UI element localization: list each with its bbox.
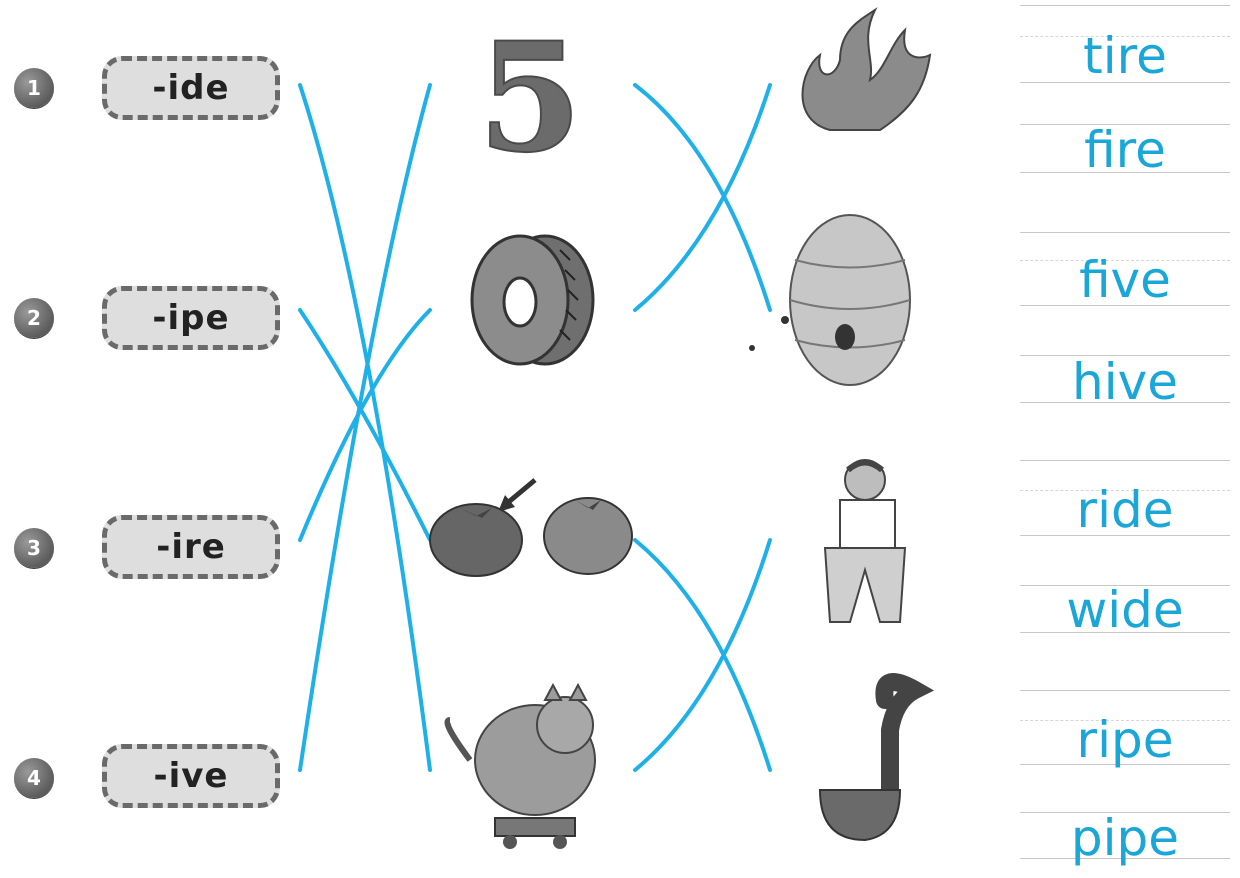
- answer-word-fire: fire: [1084, 121, 1166, 179]
- suffix-label: -ide: [152, 68, 230, 108]
- row-number-3: 3: [14, 528, 54, 568]
- answer-word-hive: hive: [1072, 353, 1178, 411]
- tire-picture: [472, 236, 593, 364]
- tomatoes-picture: [430, 480, 632, 576]
- line-tomato-to-pipe: [635, 540, 770, 770]
- fire-picture: [803, 10, 931, 130]
- line-tire-to-fire: [635, 85, 770, 310]
- line-cat-to-ride: [635, 540, 770, 770]
- line-five-to-hive: [635, 85, 770, 310]
- row-number-2: 2: [14, 298, 54, 338]
- writing-line: [1020, 690, 1230, 691]
- row-number-4: 4: [14, 758, 54, 798]
- answer-word-pipe: pipe: [1070, 809, 1180, 867]
- line-ide-to-ride: [300, 85, 430, 770]
- number-five-picture: 5: [477, 10, 583, 186]
- suffix-label: -ive: [153, 756, 229, 796]
- row-number-1: 1: [14, 68, 54, 108]
- beehive-picture: [749, 215, 910, 385]
- person-picture: [825, 460, 905, 622]
- answer-word-ride: ride: [1076, 481, 1174, 539]
- pipe-picture: [820, 682, 915, 840]
- line-ive-to-five: [300, 85, 430, 770]
- writing-line: [1020, 5, 1230, 6]
- suffix-label: -ipe: [152, 298, 230, 338]
- answer-word-tire: tire: [1083, 27, 1167, 85]
- answer-lines: [300, 85, 770, 770]
- suffix-label: -ire: [156, 527, 226, 567]
- answer-word-ripe: ripe: [1076, 711, 1174, 769]
- cat-picture: [448, 685, 596, 849]
- answer-word-wide: wide: [1066, 581, 1184, 639]
- answer-word-five: five: [1079, 251, 1171, 309]
- writing-line: [1020, 460, 1230, 461]
- writing-line: [1020, 232, 1230, 233]
